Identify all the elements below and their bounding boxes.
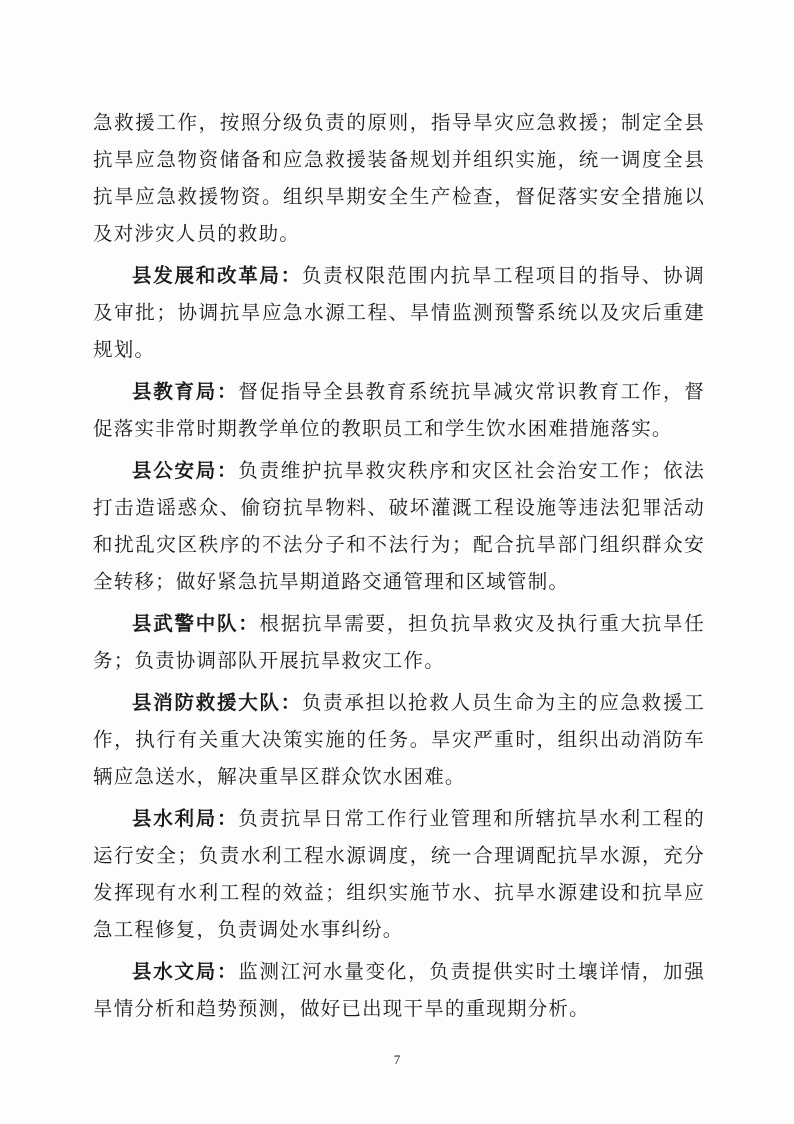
paragraph-armed-police-squadron: [93, 605, 705, 679]
paragraph-label: 县武警中队：: [132, 612, 260, 635]
paragraph-label: 县水利局：: [132, 807, 239, 830]
paragraph-text: 负责抗旱日常工作行业管理和所辖抗旱水利工程的运行安全；负责水利工程水源调度，统一合理调配抗旱水源，充分发挥现有水利工程的效益；组织实施节水、抗旱水源建设和抗旱应急工程修复，负责调处水事纠纷。: [93, 807, 705, 941]
paragraph-label: 县消防救援大队：: [132, 691, 302, 714]
paragraph-fire-rescue-brigade: [93, 684, 705, 795]
paragraph-text: 负责承担以抢救人员生命为主的应急救援工作，执行有关重大决策实施的任务。旱灾严重时，组织出动消防车辆应急送水，解决重旱区群众饮水困难。: [93, 691, 705, 788]
paragraph-label: 县水文局：: [132, 960, 239, 983]
paragraph-label: 县公安局：: [132, 459, 239, 482]
paragraph-continued: [93, 104, 705, 252]
paragraph-hydrology-bureau: [93, 953, 705, 1027]
document-body: [93, 104, 705, 1032]
paragraph-label: 县教育局：: [132, 380, 239, 403]
paragraph-text: 负责权限范围内抗旱工程项目的指导、协调及审批；协调抗旱应急水源工程、旱情监测预警系统以及灾后重建规划。: [93, 264, 705, 361]
page-number: 7: [393, 1052, 401, 1067]
paragraph-education-bureau: [93, 373, 705, 447]
paragraph-text: 根据抗旱需要，担负抗旱救灾及执行重大抗旱任务；负责协调部队开展抗旱救灾工作。: [93, 612, 705, 672]
paragraph-text: 急救援工作，按照分级负责的原则，指导旱灾应急救援；制定全县抗旱应急物资储备和应急救援装备规划并组织实施，统一调度全县抗旱应急救援物资。组织旱期安全生产检查，督促落实安全措施以及对涉灾人员的救助。: [93, 111, 705, 245]
paragraph-text: 负责维护抗旱救灾秩序和灾区社会治安工作；依法打击造谣惑众、偷窃抗旱物料、破坏灌溉工程设施等违法犯罪活动和扰乱灾区秩序的不法分子和不法行为；配合抗旱部门组织群众安全转移；做好紧急抗旱期道路交通管理和区域管制。: [93, 459, 705, 593]
paragraph-development-reform-bureau: [93, 257, 705, 368]
paragraph-text: 督促指导全县教育系统抗旱减灾常识教育工作，督促落实非常时期教学单位的教职员工和学生饮水困难措施落实。: [93, 380, 705, 440]
paragraph-water-resources-bureau: [93, 800, 705, 948]
paragraph-label: 县发展和改革局：: [132, 264, 302, 287]
paragraph-public-security-bureau: [93, 452, 705, 600]
paragraph-text: 监测江河水量变化，负责提供实时土壤详情，加强旱情分析和趋势预测，做好已出现干旱的重现期分析。: [93, 960, 705, 1020]
